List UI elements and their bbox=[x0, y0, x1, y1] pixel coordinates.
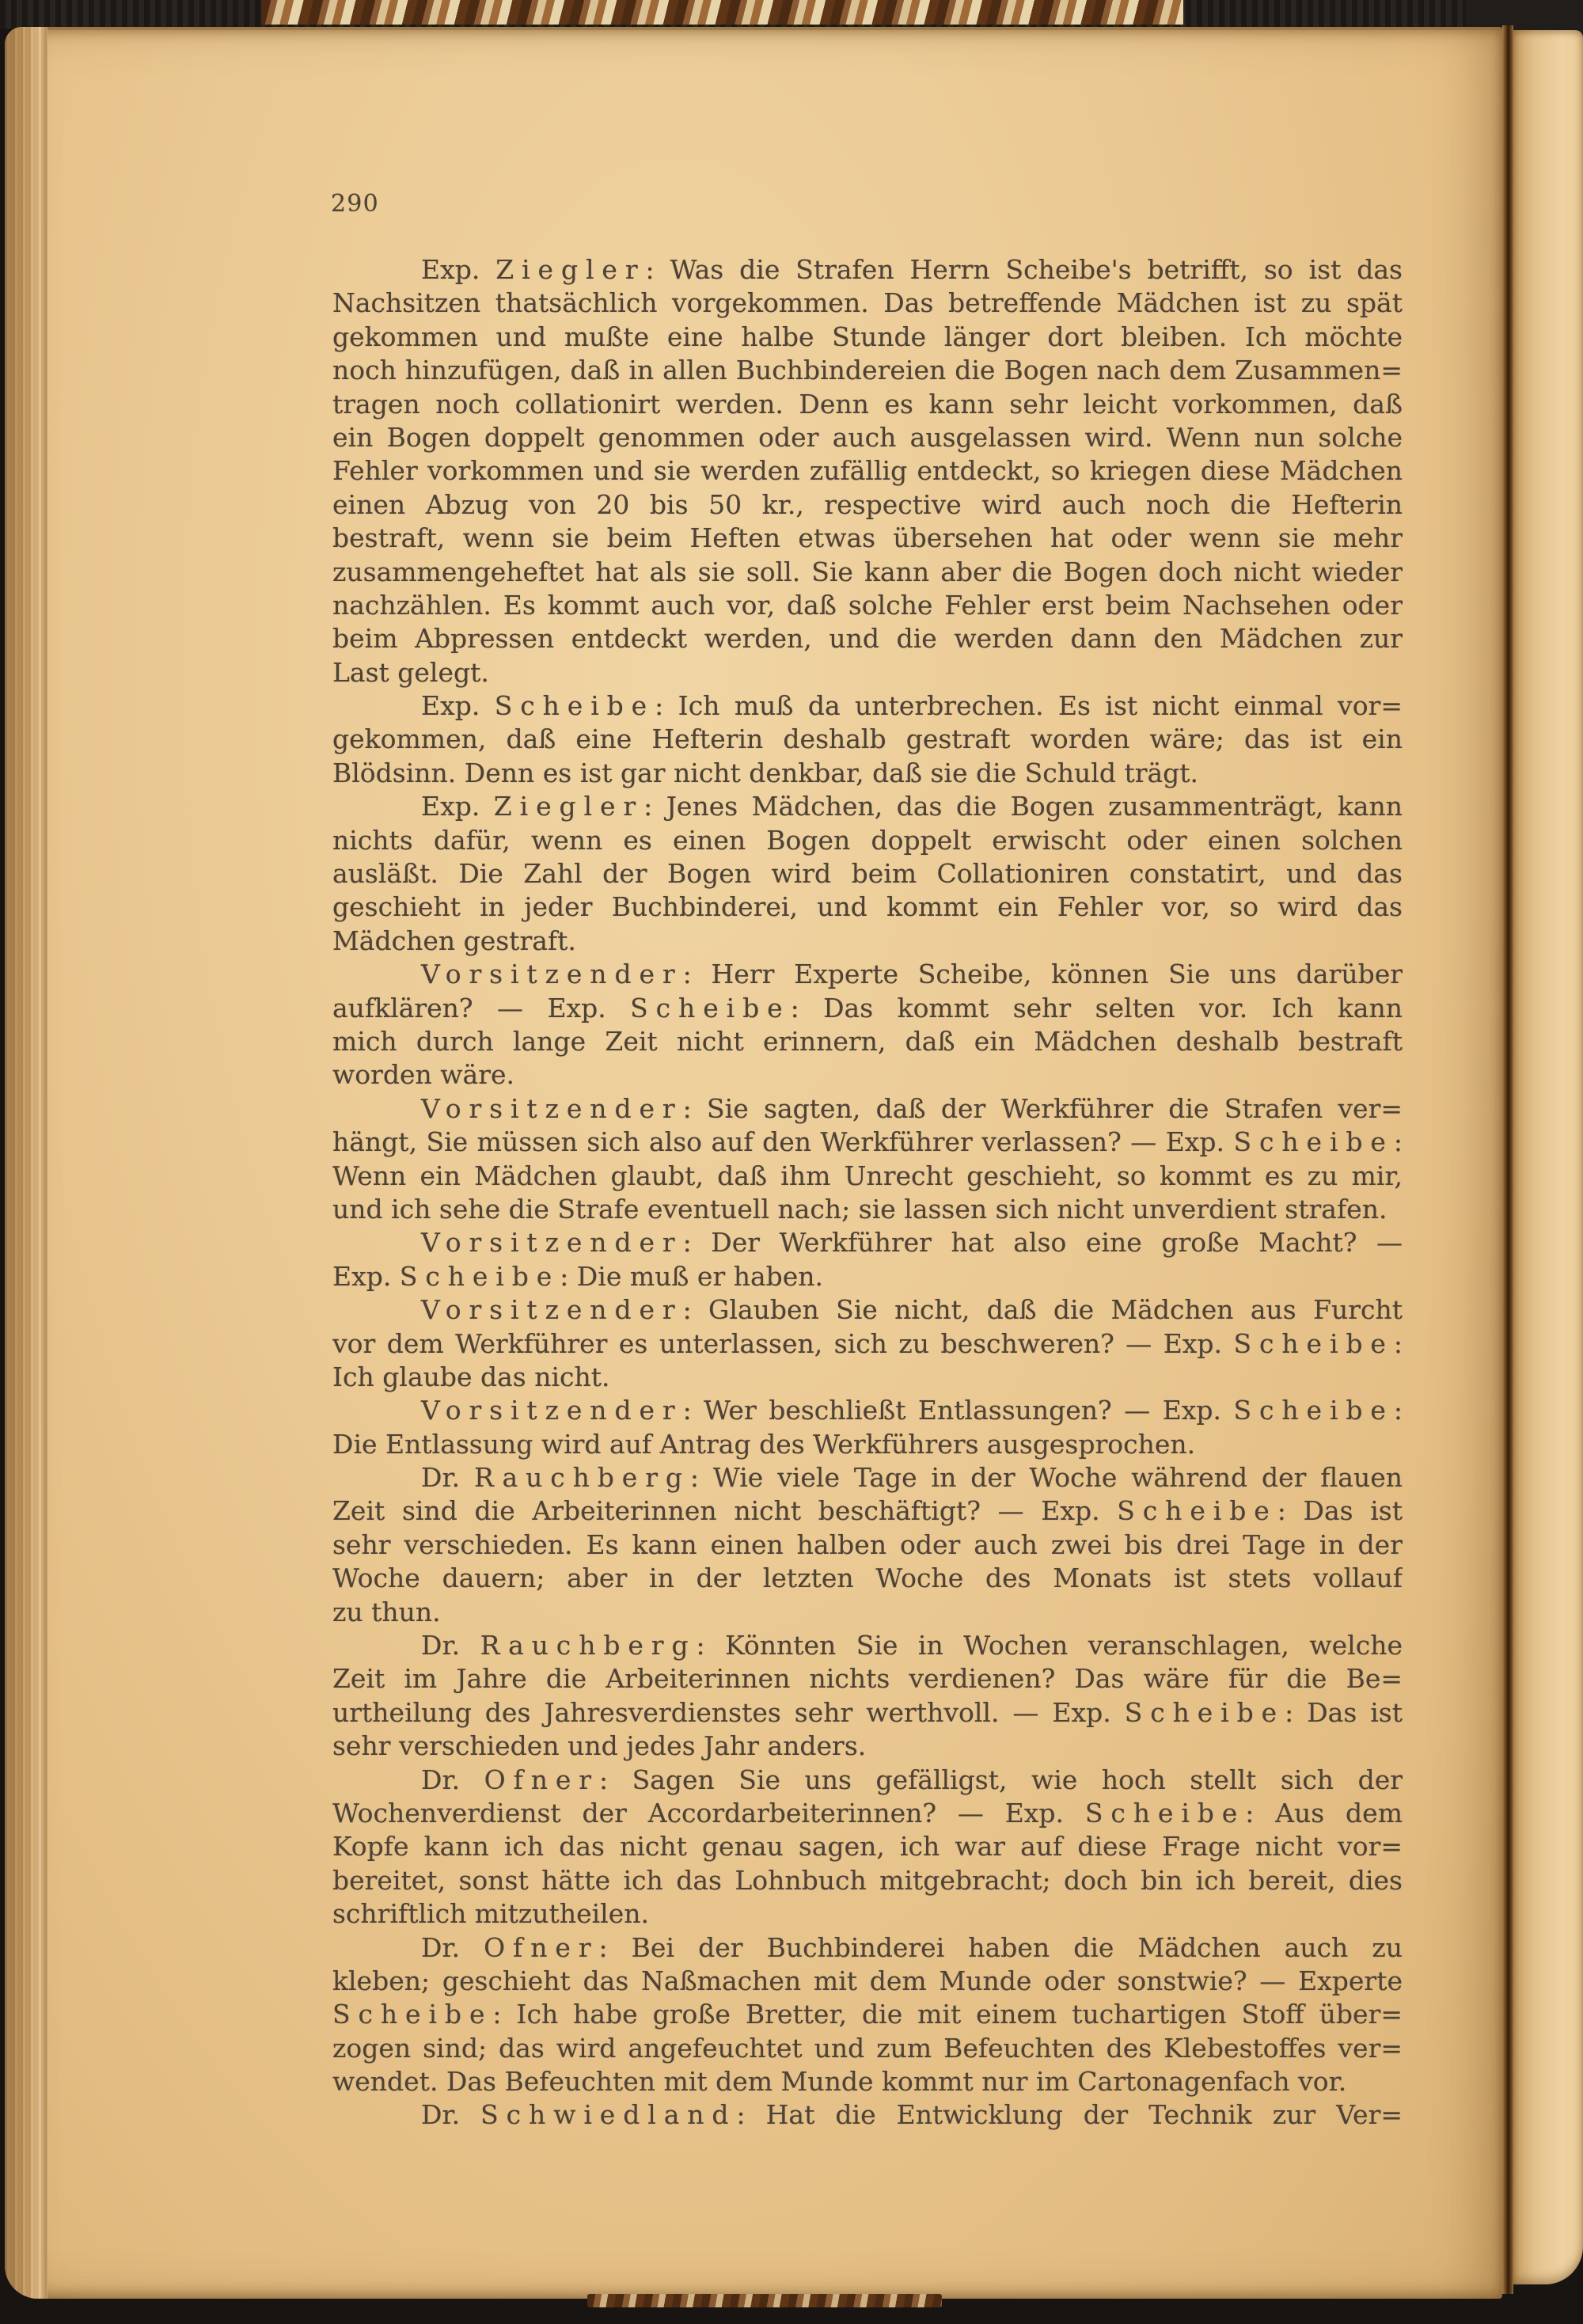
text-segment: ausläßt. Die Zahl der Bogen wird beim Collationiren constatirt, und das bbox=[332, 858, 1403, 890]
text-line bbox=[332, 421, 1403, 454]
text-segment: : Die muß er haben. bbox=[560, 1260, 824, 1292]
text-line bbox=[332, 1092, 1403, 1126]
text-line bbox=[332, 1494, 1403, 1528]
text-segment: : Hat die Entwicklung der Technik zur Ver= bbox=[736, 2099, 1403, 2131]
text-segment: Dr. bbox=[421, 1462, 474, 1494]
speaker-name: Rauchberg bbox=[473, 1462, 690, 1494]
text-segment: : Ich muß da unterbrechen. Es ist nicht einmal vor= bbox=[655, 690, 1403, 722]
text-segment: : Jenes Mädchen, das die Bogen zusammenträgt, kann bbox=[643, 791, 1403, 822]
text-line bbox=[332, 522, 1403, 555]
text-segment: bestraft, wenn sie beim Heften etwas übersehen hat oder wenn sie mehr bbox=[332, 522, 1403, 554]
text-segment: hängt, Sie müssen sich also auf den Werkführer verlassen? — Exp. bbox=[332, 1126, 1234, 1158]
text-line bbox=[332, 958, 1403, 991]
text-line bbox=[332, 1830, 1403, 1863]
speaker-name: Vorsitzender bbox=[421, 1395, 683, 1426]
text-segment: ein Bogen doppelt genommen oder auch ausgelassen wird. Wenn nun solche bbox=[332, 421, 1403, 453]
speaker-name: Scheibe bbox=[1084, 1797, 1246, 1828]
speaker-name: Ofner bbox=[484, 1764, 599, 1795]
text-line bbox=[332, 689, 1403, 723]
text-segment: Woche dauern; aber in der letzten Woche des Monats ist stets vollauf bbox=[332, 1563, 1403, 1594]
text-segment: : Das ist bbox=[1285, 1696, 1403, 1728]
text-line bbox=[332, 824, 1403, 857]
text-segment: : Sagen Sie uns gefälligst, wie hoch stellt sich der bbox=[598, 1764, 1403, 1795]
text-line bbox=[332, 1965, 1403, 1998]
speaker-name: Scheibe bbox=[1233, 1395, 1394, 1426]
book-gutter bbox=[1502, 25, 1513, 2294]
text-line bbox=[332, 1562, 1403, 1595]
text-line bbox=[332, 388, 1403, 421]
text-line bbox=[332, 287, 1403, 320]
text-line bbox=[332, 1629, 1403, 1662]
text-line bbox=[332, 1730, 1403, 1763]
speaker-name: Scheibe bbox=[399, 1260, 560, 1292]
text-line bbox=[332, 723, 1403, 756]
text-line bbox=[332, 656, 1403, 689]
text-segment: Kopfe kann ich das nicht genau sagen, ich war auf diese Frage nicht vor= bbox=[332, 1831, 1403, 1863]
text-segment: gekommen und mußte eine halbe Stunde länger dort bleiben. Ich möchte bbox=[332, 321, 1403, 352]
text-segment: kleben; geschieht das Naßmachen mit dem Munde oder sonstwie? — Experte bbox=[332, 1965, 1403, 1996]
text-segment: Mädchen gestraft. bbox=[332, 925, 576, 956]
text-segment: noch hinzufügen, daß in allen Buchbindereien die Bogen nach dem Zusammen= bbox=[332, 355, 1403, 386]
text-segment: urtheilung des Jahresverdienstes sehr werthvoll. — Exp. bbox=[332, 1696, 1125, 1728]
text-segment: Nachsitzen thatsächlich vorgekommen. Das betreffende Mädchen ist zu spät bbox=[332, 287, 1403, 319]
speaker-name: Ziegler bbox=[493, 791, 644, 822]
text-segment: Fehler vorkommen und sie werden zufällig entdeckt, so kriegen diese Mädchen bbox=[332, 455, 1403, 487]
text-line bbox=[332, 1428, 1403, 1461]
text-segment: geschieht in jeder Buchbinderei, und kommt ein Fehler vor, so wird das bbox=[332, 891, 1403, 923]
speaker-name: Ofner bbox=[484, 1931, 599, 1963]
speaker-name: Scheibe bbox=[1233, 1327, 1394, 1359]
text-line bbox=[332, 1025, 1403, 1058]
text-segment: Last gelegt. bbox=[332, 656, 489, 688]
text-line bbox=[332, 1596, 1403, 1629]
text-line bbox=[332, 1394, 1403, 1427]
text-line bbox=[332, 1797, 1403, 1830]
text-segment: Dr. bbox=[421, 2099, 481, 2131]
speaker-name: Scheibe bbox=[630, 992, 791, 1023]
text-line bbox=[332, 890, 1403, 924]
text-segment: schriftlich mitzutheilen. bbox=[332, 1898, 649, 1930]
speaker-name: Schwiedland bbox=[480, 2099, 737, 2131]
text-segment: Ich glaube das nicht. bbox=[332, 1361, 610, 1392]
text-segment: sehr verschieden. Es kann einen halben oder auch zwei bis drei Tage in der bbox=[332, 1528, 1403, 1560]
text-line bbox=[332, 1528, 1403, 1562]
text-line bbox=[332, 790, 1403, 823]
text-segment: Exp. bbox=[421, 791, 494, 822]
marbled-edge-bottom bbox=[587, 2294, 942, 2307]
text-segment: : Könnten Sie in Wochen veranschlagen, welche bbox=[696, 1630, 1403, 1661]
text-segment: : Wer beschließt Entlassungen? — Exp. bbox=[682, 1395, 1234, 1426]
speaker-name: Vorsitzender bbox=[421, 959, 683, 990]
speaker-name: Scheibe bbox=[1117, 1495, 1277, 1527]
text-line bbox=[332, 857, 1403, 890]
text-line bbox=[332, 2032, 1403, 2065]
text-segment: Die Entlassung wird auf Antrag des Werkführers ausgesprochen. bbox=[332, 1428, 1196, 1460]
text-line bbox=[332, 1058, 1403, 1092]
text-segment: gekommen, daß eine Hefterin deshalb gestraft worden wäre; das ist ein bbox=[332, 723, 1403, 755]
text-segment: : bbox=[1393, 1327, 1403, 1359]
text-line bbox=[332, 1260, 1403, 1293]
speaker-name: Ziegler bbox=[495, 254, 646, 285]
text-segment: Blödsinn. Denn es ist gar nicht denkbar, daß sie die Schuld trägt. bbox=[332, 757, 1199, 788]
text-line bbox=[332, 1160, 1403, 1193]
text-line bbox=[332, 1461, 1403, 1494]
text-segment: Dr. bbox=[421, 1764, 484, 1795]
text-segment: Wenn ein Mädchen glaubt, daß ihm Unrecht geschieht, so kommt es zu mir, bbox=[332, 1160, 1403, 1191]
text-line bbox=[332, 1193, 1403, 1226]
text-segment: und ich sehe die Strafe eventuell nach; sie lassen sich nicht unverdient strafen. bbox=[332, 1193, 1387, 1225]
text-segment: Exp. bbox=[332, 1260, 400, 1292]
text-line bbox=[332, 1361, 1403, 1394]
text-line bbox=[332, 1293, 1403, 1327]
text-segment: : Was die Strafen Herrn Scheibe's betrifft, so ist das bbox=[645, 254, 1403, 285]
text-line bbox=[332, 1931, 1403, 1965]
text-segment: nachzählen. Es kommt auch vor, daß solche Fehler erst beim Nachsehen oder bbox=[332, 589, 1403, 621]
text-segment: Zeit sind die Arbeiterinnen nicht beschäftigt? — Exp. bbox=[332, 1495, 1118, 1527]
text-line bbox=[332, 1864, 1403, 1897]
text-segment: zusammengeheftet hat als sie soll. Sie kann aber die Bogen doch nicht wieder bbox=[332, 556, 1403, 587]
text-segment: vor dem Werkführer es unterlassen, sich zu beschweren? — Exp. bbox=[332, 1327, 1234, 1359]
speaker-name: Scheibe bbox=[1233, 1126, 1394, 1158]
text-line bbox=[332, 2065, 1403, 2098]
marbled-edge-top bbox=[261, 0, 1183, 25]
speaker-name: Scheibe bbox=[1124, 1696, 1285, 1728]
text-line bbox=[332, 1327, 1403, 1361]
speaker-name: Scheibe bbox=[332, 1999, 493, 2030]
text-segment: aufklären? — Exp. bbox=[332, 992, 631, 1023]
speaker-name: Vorsitzender bbox=[421, 1227, 683, 1259]
text-segment: zogen sind; das wird angefeuchtet und zum Befeuchten des Klebestoffes ver= bbox=[332, 2032, 1403, 2064]
text-segment: : Herr Experte Scheibe, können Sie uns darüber bbox=[682, 959, 1403, 990]
text-segment: Dr. bbox=[421, 1630, 480, 1661]
text-segment: : Aus dem bbox=[1245, 1797, 1403, 1828]
text-line bbox=[332, 454, 1403, 488]
text-segment: beim Abpressen entdeckt werden, und die werden dann den Mädchen zur bbox=[332, 623, 1403, 655]
speaker-name: Vorsitzender bbox=[421, 1092, 683, 1124]
text-segment: Exp. bbox=[421, 254, 496, 285]
text-segment: wendet. Das Befeuchten mit dem Munde kommt nur im Cartonagenfach vor. bbox=[332, 2066, 1347, 2098]
text-line bbox=[332, 1897, 1403, 1931]
text-line bbox=[332, 925, 1403, 958]
speaker-name: Rauchberg bbox=[480, 1630, 697, 1661]
text-line bbox=[332, 1226, 1403, 1259]
text-segment: : Das kommt sehr selten vor. Ich kann bbox=[790, 992, 1403, 1023]
text-line bbox=[332, 1126, 1403, 1159]
page-number: 290 bbox=[331, 190, 379, 218]
speaker-name: Vorsitzender bbox=[421, 1294, 683, 1326]
text-segment: : Der Werkführer hat also eine große Macht? — bbox=[682, 1227, 1403, 1259]
text-segment: zu thun. bbox=[332, 1596, 441, 1627]
text-line bbox=[332, 253, 1403, 287]
text-segment: Zeit im Jahre die Arbeiterinnen nichts verdienen? Das wäre für die Be= bbox=[332, 1663, 1403, 1695]
text-line bbox=[332, 589, 1403, 622]
text-segment: Dr. bbox=[421, 1931, 484, 1963]
text-line bbox=[332, 556, 1403, 589]
page-edges-left bbox=[5, 27, 47, 2299]
text-block bbox=[332, 253, 1403, 2132]
text-segment: worden wäre. bbox=[332, 1059, 515, 1091]
text-line bbox=[332, 354, 1403, 387]
text-segment: bereitet, sonst hätte ich das Lohnbuch mitgebracht; doch bin ich bereit, dies bbox=[332, 1864, 1403, 1896]
text-line bbox=[332, 1764, 1403, 1797]
text-segment: : Bei der Buchbinderei haben die Mädchen auch zu bbox=[598, 1931, 1403, 1963]
text-line bbox=[332, 1696, 1403, 1730]
text-segment: : bbox=[1393, 1126, 1403, 1158]
text-segment: sehr verschieden und jedes Jahr anders. bbox=[332, 1730, 867, 1762]
text-segment: : Wie viele Tage in der Woche während der flauen bbox=[689, 1462, 1403, 1494]
text-segment: : Glauben Sie nicht, daß die Mädchen aus Furcht bbox=[682, 1294, 1403, 1326]
text-segment: : Sie sagten, daß der Werkführer die Strafen ver= bbox=[682, 1092, 1403, 1124]
text-segment: Exp. bbox=[421, 690, 495, 722]
text-line bbox=[332, 488, 1403, 522]
text-segment: einen Abzug von 20 bis 50 kr., respective wird auch noch die Hefterin bbox=[332, 488, 1403, 520]
text-line bbox=[332, 2098, 1403, 2132]
text-line bbox=[332, 321, 1403, 354]
text-segment: : bbox=[1393, 1395, 1403, 1426]
text-line bbox=[332, 992, 1403, 1025]
text-line bbox=[332, 1662, 1403, 1696]
text-segment: : Ich habe große Bretter, die mit einem tuchartigen Stoff über= bbox=[492, 1999, 1403, 2030]
speaker-name: Scheibe bbox=[494, 690, 655, 722]
text-segment: tragen noch collationirt werden. Denn es kann sehr leicht vorkommen, daß bbox=[332, 388, 1403, 420]
text-line bbox=[332, 622, 1403, 655]
next-page-edge bbox=[1513, 30, 1583, 2284]
text-segment: nichts dafür, wenn es einen Bogen doppelt erwischt oder einen solchen bbox=[332, 824, 1403, 856]
text-line bbox=[332, 1998, 1403, 2031]
text-segment: Wochenverdienst der Accordarbeiterinnen? — Exp. bbox=[332, 1797, 1085, 1828]
text-segment: : Das ist bbox=[1277, 1495, 1403, 1527]
text-segment: mich durch lange Zeit nicht erinnern, daß ein Mädchen deshalb bestraft bbox=[332, 1025, 1403, 1057]
text-line bbox=[332, 757, 1403, 790]
